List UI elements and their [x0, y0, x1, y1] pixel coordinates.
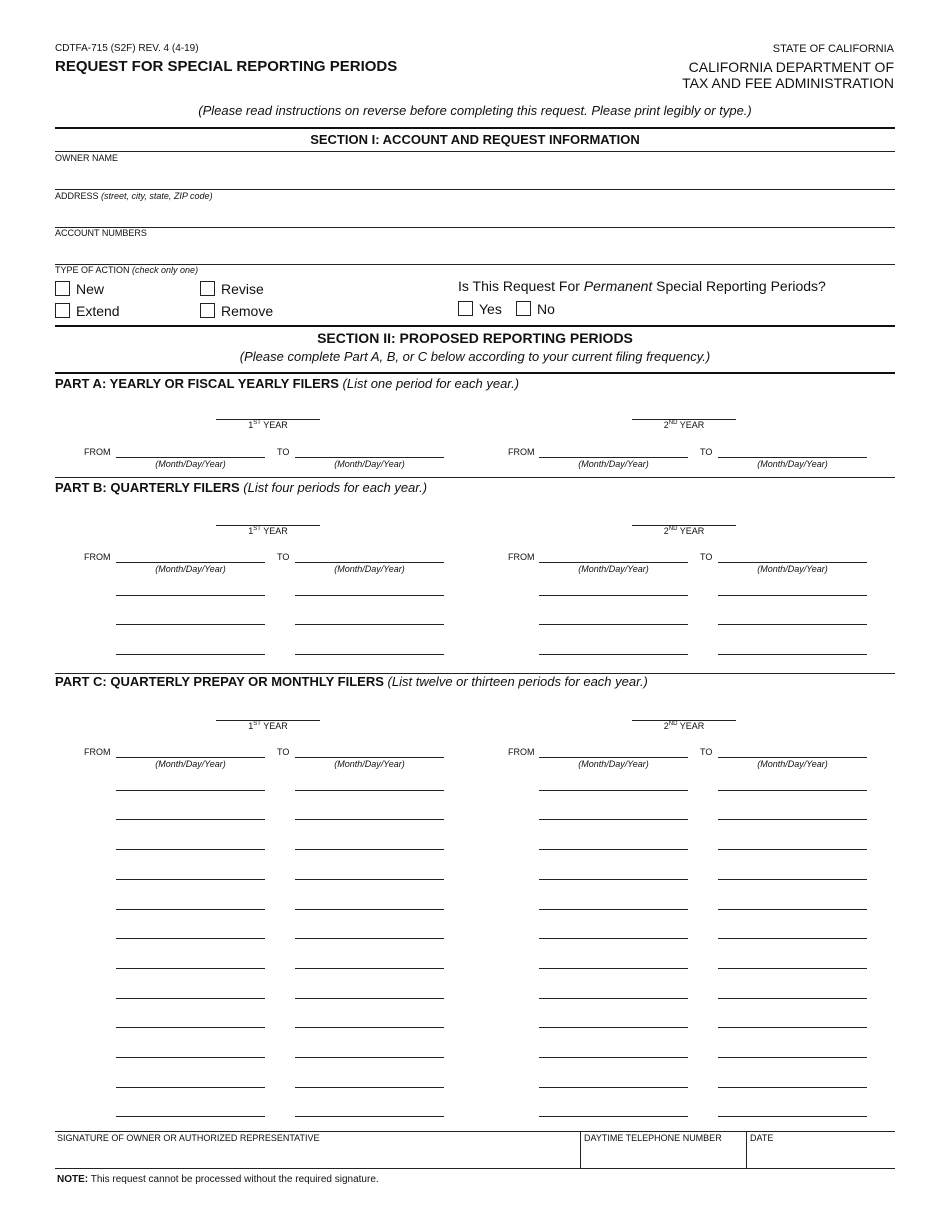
- divider: [55, 372, 895, 374]
- to-date-field[interactable]: [718, 1027, 867, 1028]
- to-date-field[interactable]: [718, 1087, 867, 1088]
- from-date-field[interactable]: [116, 1057, 265, 1058]
- second-year-label: 2ND YEAR: [663, 420, 705, 430]
- from-date-field[interactable]: [116, 1027, 265, 1028]
- department-line-2: TAX AND FEE ADMINISTRATION: [682, 75, 894, 91]
- phone-field[interactable]: [584, 1145, 744, 1167]
- department-line-1: CALIFORNIA DEPARTMENT OF: [688, 59, 894, 75]
- to-date-field[interactable]: [718, 1116, 867, 1117]
- from-date-field[interactable]: [116, 595, 265, 596]
- to-label: TO: [700, 747, 713, 757]
- remove-checkbox[interactable]: [200, 303, 215, 318]
- section-2-title: SECTION II: PROPOSED REPORTING PERIODS: [317, 330, 633, 346]
- divider: [55, 151, 895, 152]
- divider: [55, 477, 895, 478]
- account-numbers-label: ACCOUNT NUMBERS: [55, 228, 147, 238]
- to-label: TO: [277, 447, 290, 457]
- from-date-field[interactable]: [116, 998, 265, 999]
- to-date-field[interactable]: [718, 624, 867, 625]
- to-date-field[interactable]: [295, 457, 444, 458]
- date-label: DATE: [750, 1133, 774, 1143]
- to-date-field[interactable]: [718, 909, 867, 910]
- owner-name-label: OWNER NAME: [55, 153, 118, 163]
- from-date-field[interactable]: [116, 1087, 265, 1088]
- to-date-field[interactable]: [295, 1116, 444, 1117]
- to-date-field[interactable]: [718, 790, 867, 791]
- date-caption: (Month/Day/Year): [334, 564, 405, 574]
- from-date-field[interactable]: [539, 595, 688, 596]
- to-date-field[interactable]: [295, 790, 444, 791]
- address-field[interactable]: [55, 202, 895, 226]
- first-year-label: 1ST YEAR: [248, 526, 288, 536]
- from-date-field[interactable]: [116, 909, 265, 910]
- instructions: (Please read instructions on reverse before completing this request. Please print legibly or type.): [198, 103, 752, 118]
- from-date-field[interactable]: [539, 819, 688, 820]
- to-date-field[interactable]: [718, 998, 867, 999]
- date-caption: (Month/Day/Year): [155, 459, 226, 469]
- from-date-field[interactable]: [539, 849, 688, 850]
- new-option[interactable]: New: [55, 281, 104, 297]
- from-date-field[interactable]: [539, 998, 688, 999]
- part-a-title: PART A: YEARLY OR FISCAL YEARLY FILERS (List one period for each year.): [55, 376, 520, 391]
- phone-label: DAYTIME TELEPHONE NUMBER: [584, 1133, 722, 1143]
- remove-option[interactable]: Remove: [200, 303, 273, 319]
- from-date-field[interactable]: [116, 457, 265, 458]
- signature-field[interactable]: [55, 1145, 580, 1167]
- part-b-title: PART B: QUARTERLY FILERS (List four periods for each year.): [55, 480, 428, 495]
- from-label: FROM: [84, 447, 111, 457]
- part-c-title: PART C: QUARTERLY PREPAY OR MONTHLY FILERS (List twelve or thirteen periods for each year.): [55, 674, 648, 689]
- from-date-field[interactable]: [116, 968, 265, 969]
- to-date-field[interactable]: [295, 1057, 444, 1058]
- from-date-field[interactable]: [116, 879, 265, 880]
- extend-option[interactable]: Extend: [55, 303, 120, 319]
- to-date-field[interactable]: [718, 1057, 867, 1058]
- no-checkbox[interactable]: [516, 301, 531, 316]
- type-of-action-label: TYPE OF ACTION (check only one): [55, 265, 199, 275]
- date-caption: (Month/Day/Year): [757, 564, 828, 574]
- revise-checkbox[interactable]: [200, 281, 215, 296]
- from-date-field[interactable]: [116, 819, 265, 820]
- form-title: REQUEST FOR SPECIAL REPORTING PERIODS: [55, 58, 398, 75]
- to-date-field[interactable]: [718, 819, 867, 820]
- to-date-field[interactable]: [295, 998, 444, 999]
- from-label: FROM: [508, 447, 535, 457]
- to-date-field[interactable]: [718, 654, 867, 655]
- from-date-field[interactable]: [116, 938, 265, 939]
- divider: [55, 1131, 895, 1132]
- from-date-field[interactable]: [539, 938, 688, 939]
- to-date-field[interactable]: [295, 879, 444, 880]
- from-date-field[interactable]: [539, 790, 688, 791]
- from-date-field[interactable]: [539, 757, 688, 758]
- yes-checkbox[interactable]: [458, 301, 473, 316]
- from-label: FROM: [508, 747, 535, 757]
- from-date-field[interactable]: [539, 624, 688, 625]
- from-date-field[interactable]: [539, 1087, 688, 1088]
- from-date-field[interactable]: [116, 849, 265, 850]
- to-date-field[interactable]: [295, 595, 444, 596]
- to-date-field[interactable]: [718, 938, 867, 939]
- owner-name-field[interactable]: [55, 164, 895, 188]
- to-date-field[interactable]: [295, 849, 444, 850]
- to-date-field[interactable]: [295, 938, 444, 939]
- to-date-field[interactable]: [718, 968, 867, 969]
- to-date-field[interactable]: [295, 968, 444, 969]
- from-date-field[interactable]: [539, 909, 688, 910]
- to-label: TO: [277, 552, 290, 562]
- to-label: TO: [277, 747, 290, 757]
- divider: [55, 189, 895, 190]
- from-label: FROM: [84, 747, 111, 757]
- to-date-field[interactable]: [295, 819, 444, 820]
- extend-checkbox[interactable]: [55, 303, 70, 318]
- to-date-field[interactable]: [718, 879, 867, 880]
- from-date-field[interactable]: [539, 562, 688, 563]
- from-date-field[interactable]: [539, 1116, 688, 1117]
- footer-note: NOTE: This request cannot be processed without the required signature.: [57, 1174, 379, 1185]
- divider: [55, 127, 895, 129]
- from-date-field[interactable]: [539, 1057, 688, 1058]
- no-option[interactable]: No: [516, 301, 555, 317]
- from-date-field[interactable]: [539, 1027, 688, 1028]
- date-caption: (Month/Day/Year): [757, 759, 828, 769]
- divider: [55, 325, 895, 327]
- from-date-field[interactable]: [539, 968, 688, 969]
- from-date-field[interactable]: [116, 654, 265, 655]
- form-number: CDTFA-715 (S2F) REV. 4 (4-19): [55, 43, 199, 54]
- to-date-field[interactable]: [718, 849, 867, 850]
- date-caption: (Month/Day/Year): [578, 564, 649, 574]
- to-date-field[interactable]: [295, 654, 444, 655]
- from-date-field[interactable]: [116, 757, 265, 758]
- permanent-question: Is This Request For Permanent Special Reporting Periods?: [458, 278, 826, 294]
- from-label: FROM: [84, 552, 111, 562]
- date-caption: (Month/Day/Year): [155, 564, 226, 574]
- date-field[interactable]: [750, 1145, 894, 1167]
- to-date-field[interactable]: [718, 562, 867, 563]
- from-date-field[interactable]: [539, 457, 688, 458]
- date-caption: (Month/Day/Year): [334, 459, 405, 469]
- account-numbers-field[interactable]: [55, 240, 895, 263]
- second-year-label: 2ND YEAR: [663, 526, 705, 536]
- state-label: STATE OF CALIFORNIA: [772, 43, 894, 55]
- date-caption: (Month/Day/Year): [578, 759, 649, 769]
- divider: [746, 1131, 747, 1168]
- divider: [580, 1131, 581, 1168]
- date-caption: (Month/Day/Year): [757, 459, 828, 469]
- to-date-field[interactable]: [295, 909, 444, 910]
- to-date-field[interactable]: [295, 624, 444, 625]
- second-year-label: 2ND YEAR: [663, 721, 705, 731]
- from-date-field[interactable]: [116, 1116, 265, 1117]
- yes-option[interactable]: Yes: [458, 301, 502, 317]
- from-date-field[interactable]: [116, 790, 265, 791]
- address-label: ADDRESS (street, city, state, ZIP code): [55, 191, 213, 201]
- date-caption: (Month/Day/Year): [334, 759, 405, 769]
- from-date-field[interactable]: [116, 562, 265, 563]
- from-date-field[interactable]: [116, 624, 265, 625]
- to-date-field[interactable]: [718, 757, 867, 758]
- divider: [55, 227, 895, 228]
- date-caption: (Month/Day/Year): [578, 459, 649, 469]
- to-date-field[interactable]: [295, 757, 444, 758]
- to-label: TO: [700, 552, 713, 562]
- to-date-field[interactable]: [718, 457, 867, 458]
- new-checkbox[interactable]: [55, 281, 70, 296]
- to-date-field[interactable]: [295, 1027, 444, 1028]
- to-label: TO: [700, 447, 713, 457]
- from-date-field[interactable]: [539, 879, 688, 880]
- signature-label: SIGNATURE OF OWNER OR AUTHORIZED REPRESENTATIVE: [57, 1133, 320, 1143]
- from-label: FROM: [508, 552, 535, 562]
- to-date-field[interactable]: [295, 562, 444, 563]
- first-year-label: 1ST YEAR: [248, 420, 288, 430]
- revise-option[interactable]: Revise: [200, 281, 264, 297]
- from-date-field[interactable]: [539, 654, 688, 655]
- date-caption: (Month/Day/Year): [155, 759, 226, 769]
- first-year-label: 1ST YEAR: [248, 721, 288, 731]
- to-date-field[interactable]: [718, 595, 867, 596]
- section-1-title: SECTION I: ACCOUNT AND REQUEST INFORMATION: [310, 132, 640, 147]
- divider: [55, 1168, 895, 1169]
- section-2-subtitle: (Please complete Part A, B, or C below according to your current filing frequency.): [239, 349, 711, 364]
- to-date-field[interactable]: [295, 1087, 444, 1088]
